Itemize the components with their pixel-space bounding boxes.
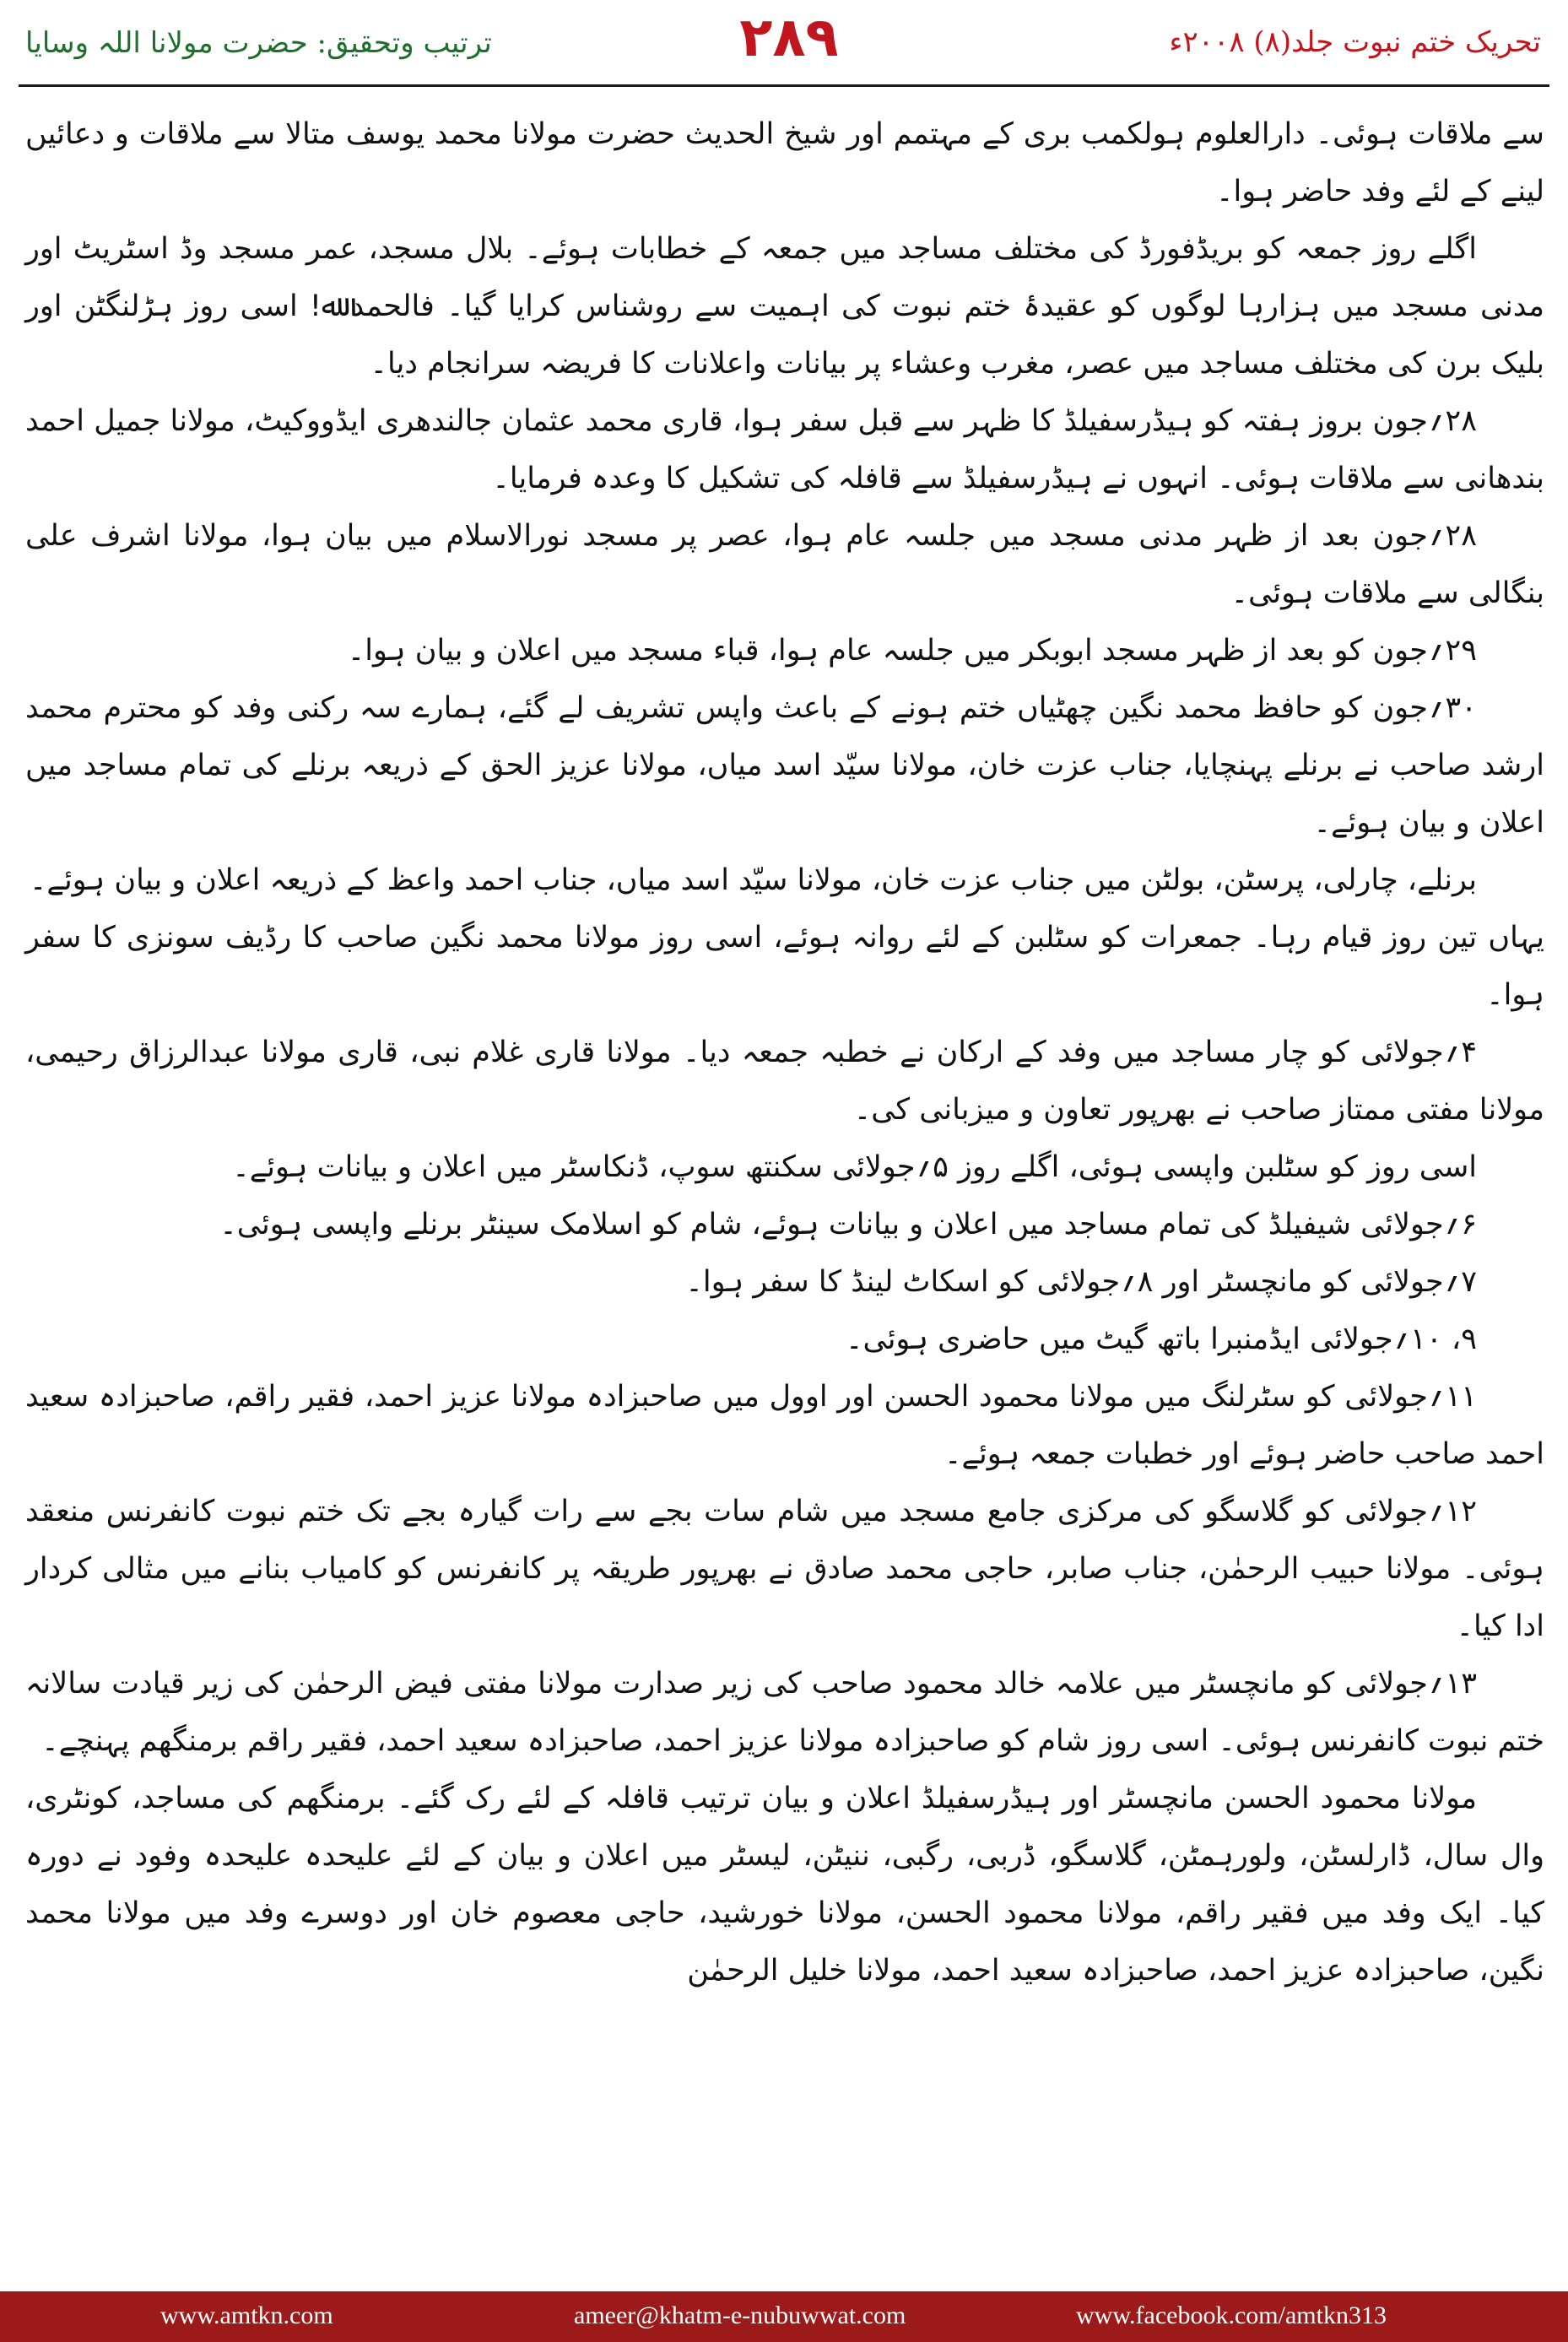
paragraph: ۶؍جولائی شیفیلڈ کی تمام مساجد میں اعلان و بیانات ہوئے، شام کو اسلامک سینٹر برنلے واپسی ہوئی۔	[219, 1208, 1477, 1241]
paragraph: سے ملاقات ہوئی۔ دارالعلوم ہولکمب بری کے مہتمم اور شیخ الحدیث حضرت مولانا محمد یوسف متالا سے ملاقات و دعائیں لینے کے لئے وفد حاضر ہوا۔	[25, 117, 1544, 208]
paragraph: برنلے، چارلی، پرسٹن، بولٹن میں جناب عزت خان، مولانا سیّد اسد میاں، جناب احمد واعظ کے ذریعہ اعلان و بیان ہوئے۔	[29, 863, 1477, 897]
paragraph: ۲۹؍جون کو بعد از ظہر مسجد ابوبکر میں جلسہ عام ہوا، قباء مسجد میں اعلان و بیان ہوا۔	[347, 634, 1477, 668]
page-body	[25, 105, 1544, 2274]
paragraph: ۲۸؍جون بروز ہفتہ کو ہیڈرسفیلڈ کا ظہر سے قبل سفر ہوا، قاری محمد عثمان جالندھری ایڈووکیٹ، مولانا جمیل احمد بندھانی سے ملاقات ہوئی۔ انہوں نے ہیڈرسفیلڈ سے قافلہ کی تشکیل کا وعدہ فرمایا۔	[25, 404, 1544, 495]
email-link: ameer@khatm-e-nubuwwat.com	[574, 2301, 906, 2329]
facebook-link: www.facebook.com/amtkn313	[1076, 2301, 1387, 2329]
page-header	[0, 0, 1568, 84]
paragraph: یہاں تین روز قیام رہا۔ جمعرات کو سٹلبن کے لئے روانہ ہوئے، اسی روز مولانا محمد نگین صاحب کا رڈیف سونزی کا سفر ہوا۔	[25, 921, 1544, 1012]
book-title: تحریک ختم نبوت جلد(۸) ۲۰۰۸ء	[1169, 25, 1541, 59]
paragraph: مولانا محمود الحسن مانچسٹر اور ہیڈرسفیلڈ اعلان و بیان ترتیب قافلہ کے لئے رک گئے۔ برمنگھم کی مساجد، کونٹری، وال سال، ڈارلسٹن، ولورہمٹن، گلاسگو، ڈربی، رگبی، ننیٹن، لیسٹر میں اعلان و بیان کے لئے علیحدہ علیحدہ وفود نے دورہ کیا۔ ایک وفد میں فقیر راقم، مولانا محمود الحسن، مولانا خورشید، حاجی معصوم خان اور دوسرے وفد میں مولانا محمد نگین، صاحبزادہ عزیز احمد، صاحبزادہ سعید احمد، مولانا خلیل الرحمٰن	[25, 1782, 1544, 1988]
paragraph: ۷؍جولائی کو مانچسٹر اور ۸؍جولائی کو اسکاٹ لینڈ کا سفر ہوا۔	[685, 1265, 1477, 1299]
paragraph: ۱۲؍جولائی کو گلاسگو کی مرکزی جامع مسجد میں شام سات بجے سے رات گیارہ بجے تک ختم نبوت کانفرنس منعقد ہوئی۔ مولانا حبیب الرحمٰن، جناب صابر، حاجی محمد صادق نے بھرپور طریقہ پر کانفرنس کو کامیاب بنانے میں مثالی کردار ادا کیا۔	[25, 1495, 1544, 1643]
paragraph: ۳۰؍جون کو حافظ محمد نگین چھٹیاں ختم ہونے کے باعث واپس تشریف لے گئے، ہمارے سہ رکنی وفد کو محترم محمد ارشد صاحب نے برنلے پہنچایا، جناب عزت خان، مولانا سیّد اسد میاں، مولانا عزیز الحق کے ذریعہ برنلے کی تمام مساجد میں اعلان و بیان ہوئے۔	[25, 691, 1544, 840]
page-footer	[0, 2291, 1568, 2342]
paragraph: ۱۱؍جولائی کو سٹرلنگ میں مولانا محمود الحسن اور اوول میں صاحبزادہ مولانا عزیز احمد، فقیر راقم، صاحبزادہ سعید احمد صاحب حاضر ہوئے اور خطبات جمعہ ہوئے۔	[25, 1380, 1544, 1471]
paragraph: اگلے روز جمعہ کو بریڈفورڈ کی مختلف مساجد میں جمعہ کے خطابات ہوئے۔ بلال مسجد، عمر مسجد وڈ اسٹریٹ اور مدنی مسجد میں ہزارہا لوگوں کو عقیدۂ ختم نبوت کی اہمیت سے روشناس کرایا گیا۔ فالحمد ﷲ! اسی روز ہڑلنگٹن اور بلیک برن کی مختلف مساجد میں عصر، مغرب وعشاء پر بیانات واعلانات کا فریضہ سرانجام دیا۔	[25, 232, 1544, 381]
compiler-credit: ترتیب وتحقیق: حضرت مولانا اللہ وسایا	[25, 26, 492, 60]
paragraph: ۱۳؍جولائی کو مانچسٹر میں علامہ خالد محمود صاحب کی زیر صدارت مولانا مفتی فیض الرحمٰن کی زیر قیادت سالانہ ختم نبوت کانفرنس ہوئی۔ اسی روز شام کو صاحبزادہ مولانا عزیز احمد، صاحبزادہ سعید احمد، فقیر راقم برمنگھم پہنچے۔	[25, 1667, 1544, 1758]
paragraph: اسی روز کو سٹلبن واپسی ہوئی، اگلے روز ۵؍جولائی سکنتھ سوپ، ڈنکاسٹر میں اعلان و بیانات ہوئے۔	[232, 1150, 1477, 1184]
header-divider	[19, 84, 1549, 87]
page-number: ۲۸۹	[739, 7, 839, 69]
paragraph: ۹، ۱۰؍جولائی ایڈمنبرا باتھ گیٹ میں حاضری ہوئی۔	[846, 1322, 1477, 1356]
paragraph: ۴؍جولائی کو چار مساجد میں وفد کے ارکان نے خطبہ جمعہ دیا۔ مولانا قاری غلام نبی، قاری مولانا عبدالرزاق رحیمی، مولانا مفتی ممتاز صاحب نے بھرپور تعاون و میزبانی کی۔	[25, 1036, 1544, 1127]
website-link: www.amtkn.com	[160, 2301, 333, 2329]
paragraph: ۲۸؍جون بعد از ظہر مدنی مسجد میں جلسہ عام ہوا، عصر پر مسجد نورالاسلام میں بیان ہوا، مولانا اشرف علی بنگالی سے ملاقات ہوئی۔	[25, 519, 1544, 610]
